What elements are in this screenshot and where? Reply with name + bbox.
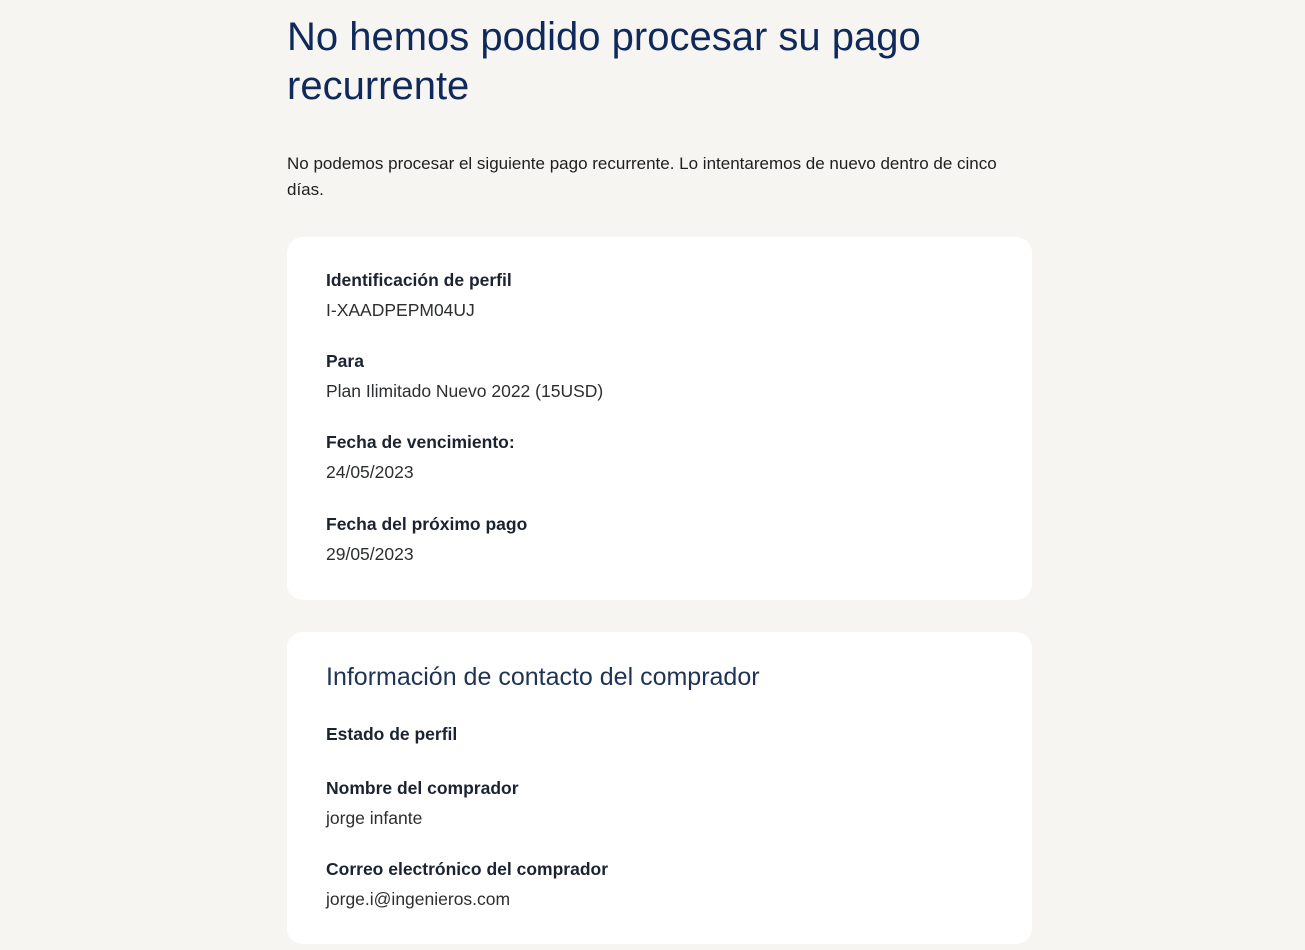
- buyer-email-label: Correo electrónico del comprador: [326, 859, 609, 879]
- profile-id-label: Identificación de perfil: [326, 270, 512, 290]
- profile-status-label: Estado de perfil: [326, 724, 458, 744]
- next-payment-label: Fecha del próximo pago: [326, 514, 528, 534]
- due-date-label: Fecha de vencimiento:: [326, 432, 515, 452]
- intro-text: No podemos procesar el siguiente pago recurrente. Lo intentaremos de nuevo dentro de cinco días.: [287, 154, 997, 199]
- buyer-name-label: Nombre del comprador: [326, 778, 519, 798]
- buyer-name-value: jorge infante: [326, 808, 423, 828]
- profile-status-field: [326, 723, 1006, 745]
- due-date-field: [326, 431, 1006, 483]
- page-title: No hemos podido procesar su pago recurrente: [287, 15, 921, 108]
- plan-label: Para: [326, 351, 364, 371]
- buyer-name-field: [326, 777, 1006, 829]
- plan-value: Plan Ilimitado Nuevo 2022 (15USD): [326, 381, 604, 401]
- due-date-value: 24/05/2023: [326, 462, 414, 482]
- profile-id-value: I-XAADPEPM04UJ: [326, 300, 475, 320]
- profile-details-card: [287, 237, 1032, 600]
- buyer-contact-heading: Información de contacto del comprador: [326, 663, 760, 691]
- plan-field: [326, 350, 1006, 402]
- buyer-email-field: [326, 858, 1006, 910]
- profile-id-field: [326, 269, 1006, 321]
- buyer-email-value: jorge.i@ingenieros.com: [326, 889, 511, 909]
- buyer-contact-card: [287, 632, 1032, 944]
- next-payment-value: 29/05/2023: [326, 544, 414, 564]
- next-payment-field: [326, 513, 1006, 565]
